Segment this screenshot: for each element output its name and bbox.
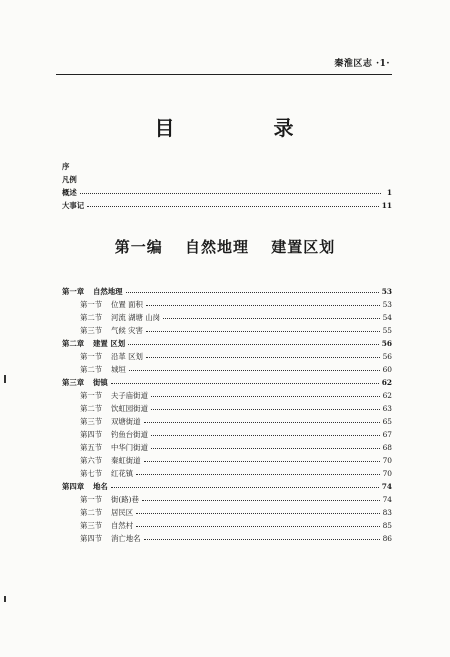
toc-section-row[interactable] [62,428,392,441]
toc-entry-number: 第四节 [80,534,103,543]
toc-entry-page: 56 [381,339,392,348]
toc-section-row[interactable] [62,506,392,519]
dot-leader [144,539,380,540]
dot-leader [146,331,380,332]
toc-entry-number: 第七节 [80,469,103,478]
toc-section-row[interactable] [62,467,392,480]
toc-section-row[interactable] [62,532,392,545]
toc-chapter-row[interactable] [62,480,392,493]
toc-entry-page: 67 [382,430,392,439]
header-text: 秦淮区志 ·1· [334,59,390,69]
front-item-label: 概述 [62,188,77,197]
toc-entry-page: 62 [381,378,392,387]
toc-entry-label [80,415,141,428]
dot-leader [151,435,380,436]
toc-entry-page: 70 [382,469,392,478]
dot-leader [136,474,379,475]
front-item-label: 凡例 [62,175,77,184]
toc-entry-label [80,441,148,454]
toc-entry-title: 自然村 [111,521,134,530]
toc-entry-label [62,285,123,298]
dot-leader [136,513,379,514]
toc-entry-page: 60 [382,365,392,374]
toc-entry-number: 第四章 [62,482,85,491]
toc-entry-title: 城垣 [111,365,126,374]
toc-entry-title: 建置 区划 [93,339,126,348]
toc-entry-label [80,363,126,376]
toc-entry-number: 第二节 [80,313,103,322]
running-header [56,52,392,75]
toc-entry-title: 居民区 [111,508,134,517]
toc-section-row[interactable] [62,454,392,467]
toc-entry-title: 自然地理 [93,287,123,296]
toc-entry-page: 83 [382,508,392,517]
toc-entry-page: 54 [382,313,392,322]
toc-entry-label [62,376,108,389]
toc-entry-page: 74 [381,482,392,491]
dot-leader [144,461,380,462]
toc-entry-title: 饮虹园街道 [111,404,148,413]
front-item-label: 大事记 [62,201,85,210]
toc-entry-label [80,402,148,415]
toc-entry-title: 秦虹街道 [111,456,141,465]
toc-entry-title: 红花镇 [111,469,134,478]
toc-entry-label [80,324,143,337]
toc-entry-page: 65 [382,417,392,426]
toc-section-row[interactable] [62,350,392,363]
toc-entry-page: 85 [382,521,392,530]
dot-leader [87,206,379,207]
toc-entry-page: 56 [382,352,392,361]
toc-entry-label [62,480,108,493]
toc-entry-title: 消亡地名 [111,534,141,543]
dot-leader [146,305,380,306]
dot-leader [151,448,380,449]
toc-entry-number: 第三节 [80,521,103,530]
page-title: 目 录 [154,116,340,140]
part-title-b: 建置区划 [271,238,336,256]
toc-entry-title: 河流 湖塘 山岗 [111,313,161,322]
front-item-chronicle[interactable] [62,199,392,212]
toc-entry-page: 63 [382,404,392,413]
toc-chapter-row[interactable] [62,376,392,389]
toc-entry-page: 68 [382,443,392,452]
toc-entry-title: 沿革 区划 [111,352,143,361]
toc-entry-label [80,298,143,311]
toc-entry-number: 第一节 [80,300,103,309]
toc-entry-number: 第六节 [80,456,103,465]
toc-entry-label [80,350,143,363]
toc-entry-number: 第五节 [80,443,103,452]
toc-entry-page: 55 [382,326,392,335]
toc-section-row[interactable] [62,493,392,506]
toc-entry-page: 53 [381,287,392,296]
dot-leader [111,487,379,488]
toc-section-row[interactable] [62,298,392,311]
toc-entry-label [80,428,148,441]
dot-leader [151,396,380,397]
front-item-overview[interactable] [62,186,392,199]
toc-entry-label [80,506,133,519]
toc-chapter-row[interactable] [62,285,392,298]
toc-section-row[interactable] [62,363,392,376]
toc-section-row[interactable] [62,519,392,532]
part-title-a: 自然地理 [184,238,249,256]
front-matter-list [62,160,392,212]
toc-entry-label [62,337,125,350]
toc-entry-number: 第二章 [62,339,85,348]
toc-entry-number: 第一节 [80,391,103,400]
dot-leader [129,370,380,371]
toc-list [62,285,392,545]
toc-entry-number: 第三章 [62,378,85,387]
dot-leader [126,292,379,293]
toc-section-row[interactable] [62,441,392,454]
dot-leader [111,383,379,384]
dot-leader [128,344,379,345]
scan-mark [4,375,6,383]
toc-section-row[interactable] [62,311,392,324]
toc-entry-title: 双塘街道 [111,417,141,426]
toc-entry-label [80,389,148,402]
dot-leader [80,193,381,194]
toc-entry-number: 第三节 [80,326,103,335]
toc-entry-label [80,532,141,545]
dot-leader [136,526,379,527]
part-heading [0,236,450,257]
dot-leader [144,422,380,423]
toc-entry-page: 74 [382,495,392,504]
toc-entry-title: 夫子庙街道 [111,391,148,400]
toc-entry-page: 53 [382,300,392,309]
toc-entry-number: 第二节 [80,365,103,374]
toc-entry-title: 中华门街道 [111,443,148,452]
toc-entry-number: 第三节 [80,417,103,426]
toc-entry-label [80,519,133,532]
toc-entry-title: 街(路)巷 [111,495,139,504]
toc-entry-number: 第一章 [62,287,85,296]
toc-entry-title: 气候 灾害 [111,326,143,335]
front-item-preface[interactable] [62,160,392,173]
toc-section-row[interactable] [62,402,392,415]
front-item-label: 序 [62,162,70,171]
toc-entry-label [80,311,160,324]
toc-chapter-row[interactable] [62,337,392,350]
toc-entry-page: 70 [382,456,392,465]
toc-section-row[interactable] [62,415,392,428]
scan-mark [4,596,6,602]
toc-entry-number: 第四节 [80,430,103,439]
front-item-notes[interactable] [62,173,392,186]
toc-entry-label [80,467,133,480]
toc-entry-title: 街镇 [93,378,108,387]
dot-leader [142,500,380,501]
toc-entry-label [80,493,139,506]
front-item-page: 11 [381,201,392,210]
toc-entry-number: 第一节 [80,495,103,504]
toc-section-row[interactable] [62,389,392,402]
toc-entry-label [80,454,141,467]
toc-entry-title: 钓鱼台街道 [111,430,148,439]
toc-entry-number: 第二节 [80,404,103,413]
toc-entry-number: 第一节 [80,352,103,361]
toc-entry-page: 62 [382,391,392,400]
toc-entry-title: 位置 面积 [111,300,143,309]
toc-entry-number: 第二节 [80,508,103,517]
part-number: 第一编 [114,238,163,256]
dot-leader [146,357,380,358]
dot-leader [151,409,380,410]
front-item-page: 1 [386,188,392,197]
dot-leader [163,318,380,319]
toc-section-row[interactable] [62,324,392,337]
toc-entry-title: 地名 [93,482,108,491]
toc-entry-page: 86 [382,534,392,543]
